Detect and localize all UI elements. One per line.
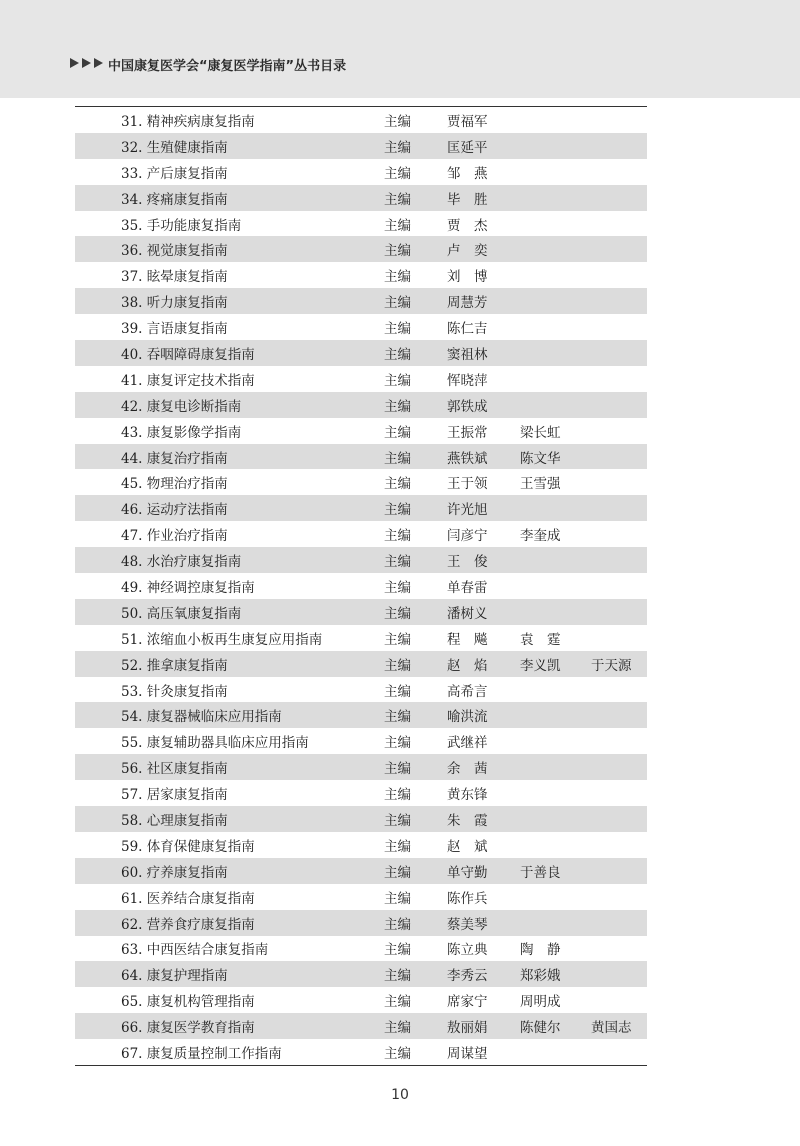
book-title: 66. 康复医学教育指南 — [121, 1020, 255, 1037]
editor-role: 主编 — [384, 217, 411, 234]
book-title: 54. 康复器械临床应用指南 — [121, 709, 282, 726]
table-row — [75, 340, 647, 366]
editor-name: 黄东锋 — [447, 787, 488, 804]
book-title: 33. 产后康复指南 — [121, 165, 228, 182]
editor-role: 主编 — [384, 502, 411, 519]
table-row — [75, 677, 647, 703]
editor-role: 主编 — [384, 761, 411, 778]
editor-name: 刘 博 — [447, 269, 488, 286]
triangle-icon — [70, 58, 79, 68]
editor-name: 李秀云 — [447, 968, 488, 985]
editor-role: 主编 — [384, 631, 411, 648]
table-row — [75, 185, 647, 211]
book-title: 37. 眩晕康复指南 — [121, 269, 228, 286]
table-row — [75, 780, 647, 806]
table-row — [75, 599, 647, 625]
book-title: 34. 疼痛康复指南 — [121, 191, 228, 208]
editor-role: 主编 — [384, 191, 411, 208]
book-title: 44. 康复治疗指南 — [121, 450, 228, 467]
editor-role: 主编 — [384, 243, 411, 260]
header-title: 中国康复医学会“康复医学指南”丛书目录 — [108, 59, 347, 74]
editor-name: 黄国志 — [591, 1020, 632, 1037]
editor-name: 赵 斌 — [447, 838, 488, 855]
editor-role: 主编 — [384, 1020, 411, 1037]
editor-role: 主编 — [384, 295, 411, 312]
table-row — [75, 547, 647, 573]
editor-name: 喻洪流 — [447, 709, 488, 726]
table-row — [75, 806, 647, 832]
editor-name: 高希言 — [447, 683, 488, 700]
table-row — [75, 262, 647, 288]
table-row — [75, 573, 647, 599]
editor-name: 王 俊 — [447, 554, 488, 571]
editor-name: 袁 霆 — [520, 631, 561, 648]
book-title: 40. 吞咽障碍康复指南 — [121, 346, 255, 363]
book-title: 59. 体育保健康复指南 — [121, 838, 255, 855]
book-title: 60. 疗养康复指南 — [121, 864, 228, 881]
table-row — [75, 702, 647, 728]
editor-name: 席家宁 — [447, 994, 488, 1011]
editor-role: 主编 — [384, 657, 411, 674]
editor-role: 主编 — [384, 864, 411, 881]
table-row — [75, 521, 647, 547]
table-row — [75, 858, 647, 884]
table-row — [75, 728, 647, 754]
editor-name: 于天源 — [591, 657, 632, 674]
editor-name: 李义凯 — [520, 657, 561, 674]
book-title: 58. 心理康复指南 — [121, 812, 228, 829]
book-title: 55. 康复辅助器具临床应用指南 — [121, 735, 309, 752]
table-row — [75, 211, 647, 237]
book-title: 46. 运动疗法指南 — [121, 502, 228, 519]
editor-role: 主编 — [384, 968, 411, 985]
editor-name: 陶 静 — [520, 942, 561, 959]
table-row — [75, 961, 647, 987]
editor-name: 邹 燕 — [447, 165, 488, 182]
table-row — [75, 651, 647, 677]
book-title: 61. 医养结合康复指南 — [121, 890, 255, 907]
editor-role: 主编 — [384, 528, 411, 545]
editor-role: 主编 — [384, 994, 411, 1011]
book-title: 32. 生殖健康指南 — [121, 139, 228, 156]
book-title: 53. 针灸康复指南 — [121, 683, 228, 700]
book-title: 62. 营养食疗康复指南 — [121, 916, 255, 933]
editor-name: 王振常 — [447, 424, 488, 441]
book-title: 43. 康复影像学指南 — [121, 424, 242, 441]
editor-name: 王雪强 — [520, 476, 561, 493]
editor-name: 恽晓萍 — [447, 372, 488, 389]
book-title: 42. 康复电诊断指南 — [121, 398, 242, 415]
table-row — [75, 832, 647, 858]
editor-role: 主编 — [384, 812, 411, 829]
editor-name: 陈作兵 — [447, 890, 488, 907]
editor-role: 主编 — [384, 269, 411, 286]
table-row — [75, 418, 647, 444]
editor-name: 陈立典 — [447, 942, 488, 959]
book-title: 50. 高压氧康复指南 — [121, 605, 242, 622]
editor-role: 主编 — [384, 1046, 411, 1062]
table-row — [75, 444, 647, 470]
editor-name: 单春雷 — [447, 579, 488, 596]
editor-role: 主编 — [384, 424, 411, 441]
editor-name: 匡延平 — [447, 139, 488, 156]
table-row — [75, 288, 647, 314]
editor-name: 王于领 — [447, 476, 488, 493]
book-title: 67. 康复质量控制工作指南 — [121, 1046, 282, 1062]
editor-name: 郑彩娥 — [520, 968, 561, 985]
book-title: 56. 社区康复指南 — [121, 761, 228, 778]
editor-role: 主编 — [384, 321, 411, 338]
editor-name: 梁长虹 — [520, 424, 561, 441]
book-title: 51. 浓缩血小板再生康复应用指南 — [121, 631, 323, 648]
book-title: 65. 康复机构管理指南 — [121, 994, 255, 1011]
book-title: 31. 精神疾病康复指南 — [121, 113, 255, 130]
table-row — [75, 314, 647, 340]
editor-role: 主编 — [384, 838, 411, 855]
book-title: 57. 居家康复指南 — [121, 787, 228, 804]
editor-role: 主编 — [384, 916, 411, 933]
editor-name: 周慧芳 — [447, 295, 488, 312]
book-title: 39. 言语康复指南 — [121, 321, 228, 338]
editor-role: 主编 — [384, 579, 411, 596]
table-row — [75, 366, 647, 392]
editor-name: 窦祖林 — [447, 346, 488, 363]
triangle-icon — [82, 58, 91, 68]
editor-name: 闫彦宁 — [447, 528, 488, 545]
editor-name: 蔡美琴 — [447, 916, 488, 933]
book-title: 47. 作业治疗指南 — [121, 528, 228, 545]
editor-name: 周谋望 — [447, 1046, 488, 1062]
table-row — [75, 495, 647, 521]
editor-role: 主编 — [384, 398, 411, 415]
book-title: 35. 手功能康复指南 — [121, 217, 242, 234]
book-title: 38. 听力康复指南 — [121, 295, 228, 312]
page-header — [0, 0, 800, 98]
table-row — [75, 884, 647, 910]
book-title: 36. 视觉康复指南 — [121, 243, 228, 260]
editor-name: 许光旭 — [447, 502, 488, 519]
triangle-markers-icon — [70, 58, 103, 68]
editor-role: 主编 — [384, 683, 411, 700]
editor-name: 贾 杰 — [447, 217, 488, 234]
table-row — [75, 469, 647, 495]
editor-name: 朱 霞 — [447, 812, 488, 829]
table-row — [75, 910, 647, 936]
editor-role: 主编 — [384, 165, 411, 182]
editor-role: 主编 — [384, 709, 411, 726]
editor-name: 程 飚 — [447, 631, 488, 648]
editor-role: 主编 — [384, 139, 411, 156]
editor-role: 主编 — [384, 735, 411, 752]
table-row — [75, 1013, 647, 1039]
page-number: 10 — [391, 1087, 409, 1103]
table-row — [75, 392, 647, 418]
editor-name: 毕 胜 — [447, 191, 488, 208]
editor-name: 燕铁斌 — [447, 450, 488, 467]
book-title: 52. 推拿康复指南 — [121, 657, 228, 674]
editor-role: 主编 — [384, 787, 411, 804]
editor-name: 于善良 — [520, 864, 561, 881]
editor-role: 主编 — [384, 450, 411, 467]
table-row — [75, 754, 647, 780]
editor-name: 卢 奕 — [447, 243, 488, 260]
table-row — [75, 107, 647, 133]
editor-name: 陈文华 — [520, 450, 561, 467]
editor-name: 周明成 — [520, 994, 561, 1011]
editor-role: 主编 — [384, 372, 411, 389]
editor-role: 主编 — [384, 605, 411, 622]
table-row — [75, 625, 647, 651]
editor-name: 郭铁成 — [447, 398, 488, 415]
editor-role: 主编 — [384, 890, 411, 907]
editor-name: 李奎成 — [520, 528, 561, 545]
editor-name: 潘树义 — [447, 605, 488, 622]
editor-name: 陈健尔 — [520, 1020, 561, 1037]
editor-name: 赵 焰 — [447, 657, 488, 674]
book-title: 48. 水治疗康复指南 — [121, 554, 242, 571]
book-title: 63. 中西医结合康复指南 — [121, 942, 269, 959]
table-row — [75, 936, 647, 962]
table-row — [75, 987, 647, 1013]
editor-name: 余 茜 — [447, 761, 488, 778]
book-title: 49. 神经调控康复指南 — [121, 579, 255, 596]
triangle-icon — [94, 58, 103, 68]
editor-role: 主编 — [384, 113, 411, 130]
book-title: 45. 物理治疗指南 — [121, 476, 228, 493]
book-list-table — [75, 106, 647, 1066]
editor-role: 主编 — [384, 476, 411, 493]
editor-name: 陈仁吉 — [447, 321, 488, 338]
book-title: 64. 康复护理指南 — [121, 968, 228, 985]
editor-name: 贾福军 — [447, 113, 488, 130]
editor-role: 主编 — [384, 346, 411, 363]
editor-name: 武继祥 — [447, 735, 488, 752]
editor-role: 主编 — [384, 554, 411, 571]
table-row — [75, 133, 647, 159]
book-title: 41. 康复评定技术指南 — [121, 372, 255, 389]
table-row — [75, 1039, 647, 1065]
editor-name: 单守勤 — [447, 864, 488, 881]
editor-role: 主编 — [384, 942, 411, 959]
table-row — [75, 236, 647, 262]
table-row — [75, 159, 647, 185]
editor-name: 敖丽娟 — [447, 1020, 488, 1037]
